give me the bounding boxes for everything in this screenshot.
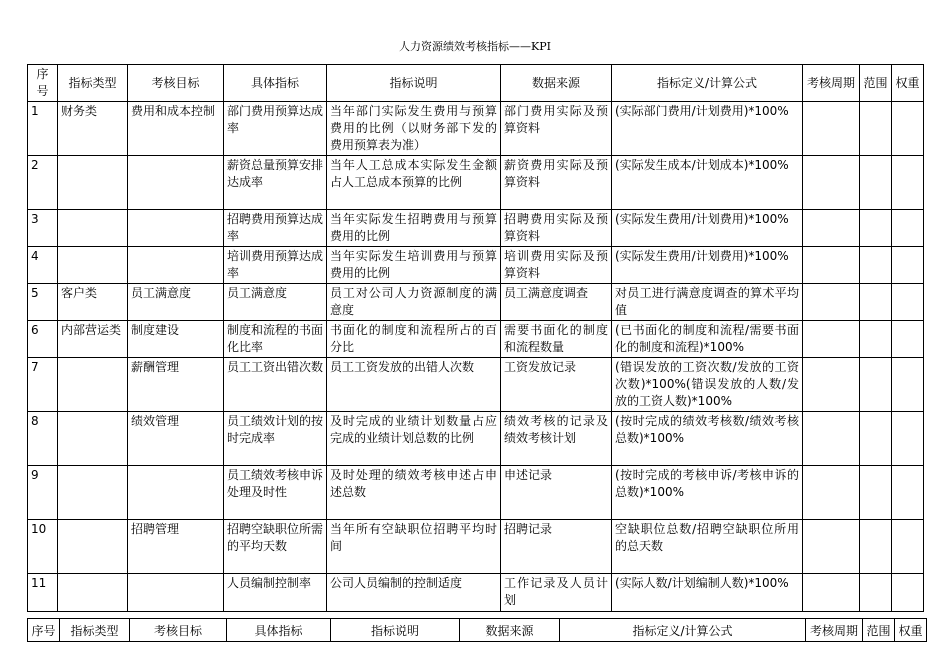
cell-source: 部门费用实际及预算资料: [501, 102, 612, 156]
cell-no: 7: [28, 358, 58, 412]
cell-scope: [860, 466, 892, 520]
cell-description: 及时完成的业绩计划数量占应完成的业绩计划总数的比例: [327, 412, 501, 466]
cell-no: 6: [28, 321, 58, 358]
cell-type: [58, 358, 128, 412]
cell-no: 3: [28, 210, 58, 247]
cell-period: [803, 210, 860, 247]
cell-goal: [128, 574, 224, 612]
cell-weight: [892, 466, 924, 520]
cell-scope: [860, 210, 892, 247]
cell-period: [803, 574, 860, 612]
cell-formula: (按时完成的考核申诉/考核申诉的总数)*100%: [612, 466, 803, 520]
cell-scope: [860, 156, 892, 210]
cell-goal: 员工满意度: [128, 284, 224, 321]
cell-type: 财务类: [58, 102, 128, 156]
cell-period: [803, 102, 860, 156]
cell-weight: [892, 574, 924, 612]
cell-goal: [128, 156, 224, 210]
cell-period: [803, 247, 860, 284]
cell-scope: [860, 284, 892, 321]
cell-indicator: 制度和流程的书面化比率: [224, 321, 327, 358]
cell-period: [803, 321, 860, 358]
cell-weight: [892, 210, 924, 247]
cell-formula: (实际发生费用/计划费用)*100%: [612, 247, 803, 284]
cell-formula: (实际人数/计划编制人数)*100%: [612, 574, 803, 612]
cell-period: [803, 156, 860, 210]
cell-weight: [892, 321, 924, 358]
cell-no: 2: [28, 156, 58, 210]
cell-weight: [892, 102, 924, 156]
cell-scope: [860, 520, 892, 574]
header-period: 考核周期: [806, 619, 863, 642]
cell-formula: (已书面化的制度和流程/需要书面化的制度和流程)*100%: [612, 321, 803, 358]
page-title: 人力资源绩效考核指标——KPI: [399, 40, 551, 53]
header-goal: 考核目标: [130, 619, 227, 642]
cell-indicator: 人员编制控制率: [224, 574, 327, 612]
cell-description: 当年实际发生培训费用与预算费用的比例: [327, 247, 501, 284]
cell-scope: [860, 358, 892, 412]
continuation-header-table: [27, 618, 927, 642]
continuation-header-row: [28, 619, 927, 642]
cell-scope: [860, 102, 892, 156]
header-formula: 指标定义/计算公式: [612, 65, 803, 102]
cell-source: 申述记录: [501, 466, 612, 520]
cell-no: 11: [28, 574, 58, 612]
cell-scope: [860, 574, 892, 612]
cell-no: 9: [28, 466, 58, 520]
cell-description: 及时处理的绩效考核申述占申述总数: [327, 466, 501, 520]
cell-description: 当年人工总成本实际发生金额占人工总成本预算的比例: [327, 156, 501, 210]
header-description: 指标说明: [331, 619, 460, 642]
cell-indicator: 员工绩效考核申诉处理及时性: [224, 466, 327, 520]
cell-description: 书面化的制度和流程所占的百分比: [327, 321, 501, 358]
cell-period: [803, 412, 860, 466]
table-row: [28, 574, 924, 612]
cell-indicator: 招聘空缺职位所需的平均天数: [224, 520, 327, 574]
cell-type: [58, 412, 128, 466]
table-row: [28, 156, 924, 210]
cell-scope: [860, 247, 892, 284]
cell-indicator: 员工工资出错次数: [224, 358, 327, 412]
cell-goal: [128, 210, 224, 247]
cell-type: [58, 574, 128, 612]
header-formula: 指标定义/计算公式: [560, 619, 806, 642]
cell-indicator: 招聘费用预算达成率: [224, 210, 327, 247]
cell-source: 绩效考核的记录及绩效考核计划: [501, 412, 612, 466]
cell-goal: [128, 247, 224, 284]
cell-type: [58, 156, 128, 210]
cell-goal: 绩效管理: [128, 412, 224, 466]
header-scope: 范围: [860, 65, 892, 102]
cell-type: [58, 210, 128, 247]
cell-formula: (实际部门费用/计划费用)*100%: [612, 102, 803, 156]
cell-source: 工资发放记录: [501, 358, 612, 412]
cell-period: [803, 466, 860, 520]
cell-source: 招聘记录: [501, 520, 612, 574]
header-no: 序号: [28, 619, 60, 642]
cell-scope: [860, 412, 892, 466]
cell-description: 当年实际发生招聘费用与预算费用的比例: [327, 210, 501, 247]
cell-no: 10: [28, 520, 58, 574]
cell-indicator: 员工绩效计划的按时完成率: [224, 412, 327, 466]
cell-description: 员工对公司人力资源制度的满意度: [327, 284, 501, 321]
table-row: [28, 321, 924, 358]
cell-type: 内部营运类: [58, 321, 128, 358]
header-weight: 权重: [892, 65, 924, 102]
cell-period: [803, 284, 860, 321]
cell-type: [58, 520, 128, 574]
header-indicator: 具体指标: [227, 619, 331, 642]
cell-description: 公司人员编制的控制适度: [327, 574, 501, 612]
cell-description: 员工工资发放的出错人次数: [327, 358, 501, 412]
cell-source: 工作记录及人员计划: [501, 574, 612, 612]
cell-goal: [128, 466, 224, 520]
table-row: [28, 247, 924, 284]
table-row: [28, 284, 924, 321]
cell-no: 4: [28, 247, 58, 284]
cell-type: [58, 466, 128, 520]
cell-no: 1: [28, 102, 58, 156]
cell-description: 当年部门实际发生费用与预算费用的比例（以财务部下发的费用预算表为准）: [327, 102, 501, 156]
cell-goal: 制度建设: [128, 321, 224, 358]
cell-goal: 招聘管理: [128, 520, 224, 574]
header-type: 指标类型: [58, 65, 128, 102]
cell-source: 需要书面化的制度和流程数量: [501, 321, 612, 358]
header-source: 数据来源: [460, 619, 560, 642]
cell-source: 培训费用实际及预算资料: [501, 247, 612, 284]
table-row: [28, 358, 924, 412]
cell-weight: [892, 520, 924, 574]
table-row: [28, 412, 924, 466]
table-header-row: [28, 65, 924, 102]
cell-weight: [892, 284, 924, 321]
cell-weight: [892, 247, 924, 284]
cell-formula: 空缺职位总数/招聘空缺职位所用的总天数: [612, 520, 803, 574]
cell-indicator: 培训费用预算达成率: [224, 247, 327, 284]
kpi-table: [27, 64, 924, 612]
header-no: 序号: [28, 65, 58, 102]
header-period: 考核周期: [803, 65, 860, 102]
cell-indicator: 部门费用预算达成率: [224, 102, 327, 156]
header-description: 指标说明: [327, 65, 501, 102]
table-row: [28, 520, 924, 574]
cell-formula: (错误发放的工资次数/发放的工资次数)*100%(错误发放的人数/发放的工资人数)*100%: [612, 358, 803, 412]
cell-description: 当年所有空缺职位招聘平均时间: [327, 520, 501, 574]
header-source: 数据来源: [501, 65, 612, 102]
cell-type: [58, 247, 128, 284]
cell-formula: (实际发生费用/计划费用)*100%: [612, 210, 803, 247]
cell-formula: (按时完成的绩效考核数/绩效考核总数)*100%: [612, 412, 803, 466]
cell-indicator: 薪资总量预算安排达成率: [224, 156, 327, 210]
cell-source: 员工满意度调查: [501, 284, 612, 321]
table-row: [28, 466, 924, 520]
cell-weight: [892, 156, 924, 210]
cell-type: 客户类: [58, 284, 128, 321]
cell-source: 薪资费用实际及预算资料: [501, 156, 612, 210]
cell-formula: 对员工进行满意度调查的算术平均值: [612, 284, 803, 321]
cell-period: [803, 520, 860, 574]
cell-source: 招聘费用实际及预算资料: [501, 210, 612, 247]
cell-no: 5: [28, 284, 58, 321]
cell-goal: 薪酬管理: [128, 358, 224, 412]
cell-indicator: 员工满意度: [224, 284, 327, 321]
cell-period: [803, 358, 860, 412]
table-row: [28, 210, 924, 247]
cell-weight: [892, 412, 924, 466]
header-goal: 考核目标: [128, 65, 224, 102]
cell-formula: (实际发生成本/计划成本)*100%: [612, 156, 803, 210]
header-indicator: 具体指标: [224, 65, 327, 102]
header-type: 指标类型: [60, 619, 130, 642]
cell-scope: [860, 321, 892, 358]
header-weight: 权重: [895, 619, 927, 642]
cell-weight: [892, 358, 924, 412]
header-scope: 范围: [863, 619, 895, 642]
cell-no: 8: [28, 412, 58, 466]
table-row: [28, 102, 924, 156]
cell-goal: 费用和成本控制: [128, 102, 224, 156]
